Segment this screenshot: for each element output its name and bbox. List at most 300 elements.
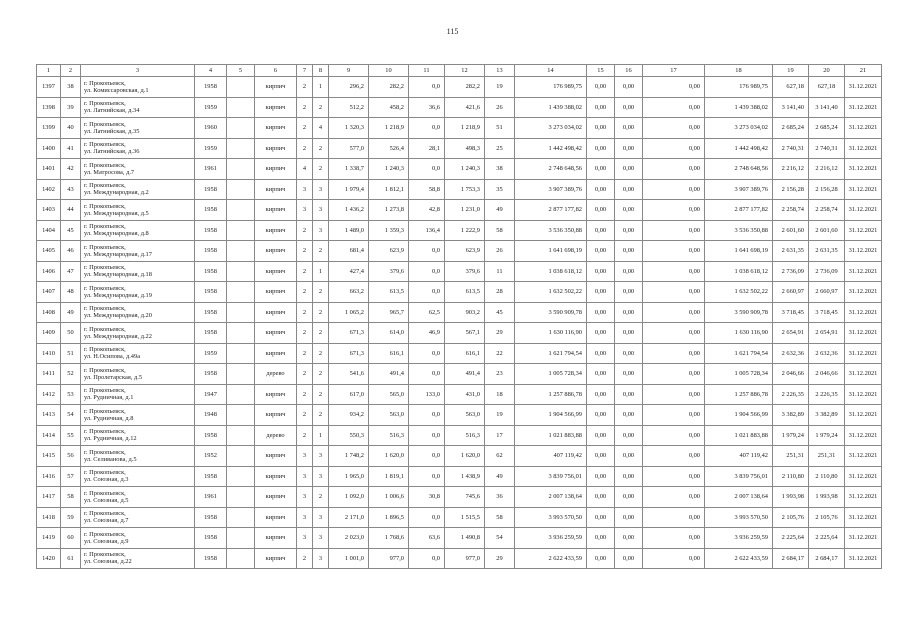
table-cell <box>313 118 329 139</box>
column-header: 13 <box>485 65 515 77</box>
table-cell <box>369 138 409 159</box>
table-row <box>37 323 882 344</box>
table-cell <box>445 138 485 159</box>
table-cell <box>643 200 705 221</box>
cell-text: 296,2 <box>349 83 364 91</box>
table-cell <box>81 548 195 569</box>
cell-text: кирпич <box>265 534 286 542</box>
cell-text: 0,00 <box>622 554 635 562</box>
address-street: ул. Союзная, д.22 <box>84 558 132 566</box>
cell-text: 1398 <box>42 103 55 111</box>
cell-text: 3 590 909,78 <box>548 308 582 316</box>
table-cell <box>227 97 255 118</box>
cell-text: 1959 <box>204 103 217 111</box>
cell-text: 1 065,2 <box>344 308 364 316</box>
cell-text: 1418 <box>42 513 55 521</box>
cell-text: 0,00 <box>688 144 700 152</box>
table-cell <box>255 425 297 446</box>
cell-text: кирпич <box>265 390 286 398</box>
table-row <box>37 405 882 426</box>
cell-text: 1403 <box>42 206 55 214</box>
table-cell <box>227 364 255 385</box>
table-cell <box>409 364 445 385</box>
table-cell <box>615 261 643 282</box>
table-cell <box>705 159 773 180</box>
table-cell <box>81 528 195 549</box>
table-cell <box>409 446 445 467</box>
cell-text: 60 <box>67 534 74 542</box>
table-row <box>37 241 882 262</box>
cell-text: 48 <box>67 288 74 296</box>
table-cell <box>61 507 81 528</box>
cell-text: 0,00 <box>622 452 635 460</box>
table-cell <box>227 446 255 467</box>
table-cell <box>37 364 61 385</box>
cell-text: 0,00 <box>594 513 607 521</box>
table-cell <box>369 507 409 528</box>
table-cell <box>329 323 369 344</box>
table-cell <box>313 220 329 241</box>
table-cell <box>37 138 61 159</box>
table-cell <box>515 97 587 118</box>
table-cell <box>515 487 587 508</box>
table-cell <box>227 159 255 180</box>
address-street: ул. Международная, д.19 <box>84 291 152 299</box>
table-cell <box>845 220 882 241</box>
cell-text: 0,0 <box>432 247 440 255</box>
table-cell <box>587 466 615 487</box>
table-cell <box>587 323 615 344</box>
cell-text: 49 <box>496 206 503 214</box>
table-cell <box>297 138 313 159</box>
table-cell <box>297 487 313 508</box>
cell-text: 0,00 <box>594 452 607 460</box>
cell-text: 2 <box>318 329 323 337</box>
table-cell <box>705 343 773 364</box>
cell-text: 1 092,0 <box>344 493 364 501</box>
table-cell <box>409 528 445 549</box>
table-cell <box>809 405 845 426</box>
cell-text: кирпич <box>265 206 286 214</box>
cell-text: 0,00 <box>688 554 700 562</box>
table-cell <box>37 118 61 139</box>
table-cell <box>587 138 615 159</box>
table-cell <box>195 487 227 508</box>
address-street: ул. Комиссаровская, д.1 <box>84 86 149 94</box>
cell-text: 0,00 <box>622 288 635 296</box>
cell-text: 0,00 <box>594 267 607 275</box>
table-cell <box>515 302 587 323</box>
cell-text: кирпич <box>265 144 286 152</box>
cell-text: 42 <box>67 165 74 173</box>
table-cell <box>297 77 313 98</box>
cell-text: 0,00 <box>688 226 700 234</box>
cell-text: 0,00 <box>622 247 635 255</box>
cell-text: дерево <box>266 431 285 439</box>
table-cell <box>845 466 882 487</box>
cell-text: 58 <box>67 493 74 501</box>
table-cell <box>409 159 445 180</box>
table-cell <box>515 425 587 446</box>
table-cell <box>587 405 615 426</box>
column-header: 2 <box>61 65 81 77</box>
address-city: г. Прокопьевск, <box>84 264 126 272</box>
table-cell <box>61 405 81 426</box>
table-cell <box>773 159 809 180</box>
cell-text: 1 812,1 <box>384 185 404 193</box>
table-cell <box>227 323 255 344</box>
table-cell <box>329 138 369 159</box>
table-row <box>37 528 882 549</box>
column-header: 15 <box>587 65 615 77</box>
cell-text: 31.12.2021 <box>848 452 878 460</box>
cell-text: 0,00 <box>622 329 635 337</box>
cell-text: 49 <box>67 308 74 316</box>
cell-text: 1 768,6 <box>384 534 404 542</box>
table-cell <box>705 179 773 200</box>
cell-text: 0,0 <box>432 83 440 91</box>
cell-text: 40 <box>67 124 74 132</box>
table-cell <box>615 323 643 344</box>
cell-text: 251,31 <box>786 452 804 460</box>
table-cell <box>587 118 615 139</box>
address-city: г. Прокопьевск, <box>84 407 126 415</box>
cell-text: 541,6 <box>349 370 364 378</box>
cell-text: 1416 <box>42 472 55 480</box>
table-cell <box>587 77 615 98</box>
table-cell <box>615 487 643 508</box>
cell-text: 35 <box>496 185 503 193</box>
table-cell <box>37 425 61 446</box>
table-cell <box>485 446 515 467</box>
cell-text: 0,00 <box>594 165 607 173</box>
cell-text: 0,00 <box>622 513 635 521</box>
cell-text: 0,00 <box>594 247 607 255</box>
table-cell <box>313 548 329 569</box>
cell-text: 1959 <box>204 144 217 152</box>
cell-text: 26 <box>496 103 503 111</box>
table-row <box>37 425 882 446</box>
cell-text: 623,9 <box>389 247 404 255</box>
cell-text: 745,6 <box>465 493 480 501</box>
table-cell <box>445 97 485 118</box>
table-cell <box>705 118 773 139</box>
table-cell <box>587 487 615 508</box>
table-cell <box>587 446 615 467</box>
cell-text: 62 <box>496 452 503 460</box>
address-city: г. Прокопьевск, <box>84 530 126 538</box>
cell-text: кирпич <box>265 554 286 562</box>
table-cell <box>313 200 329 221</box>
table-cell <box>369 220 409 241</box>
cell-text: 1958 <box>204 431 217 439</box>
table-cell <box>409 405 445 426</box>
table-cell <box>845 425 882 446</box>
table-cell <box>409 302 445 323</box>
table-cell <box>643 405 705 426</box>
table-row <box>37 466 882 487</box>
cell-text: 2 <box>302 267 307 275</box>
table-cell <box>297 323 313 344</box>
cell-text: 2 <box>302 308 307 316</box>
table-row <box>37 220 882 241</box>
cell-text: 36 <box>496 493 503 501</box>
table-cell <box>845 507 882 528</box>
cell-text: 1420 <box>42 554 55 562</box>
table-cell <box>643 384 705 405</box>
table-cell <box>809 528 845 549</box>
cell-text: 2 632,36 <box>781 349 804 357</box>
table-cell <box>61 323 81 344</box>
cell-text: 31.12.2021 <box>848 534 878 542</box>
table-cell <box>615 220 643 241</box>
cell-text: кирпич <box>265 226 286 234</box>
cell-text: 498,3 <box>465 144 480 152</box>
table-cell <box>485 261 515 282</box>
table-cell <box>255 446 297 467</box>
cell-text: 25 <box>496 144 503 152</box>
table-cell <box>615 179 643 200</box>
cell-text: 2 684,17 <box>815 554 838 562</box>
cell-text: 1 436,2 <box>344 206 364 214</box>
cell-text: 0,00 <box>622 206 635 214</box>
table-cell <box>313 466 329 487</box>
table-cell <box>409 466 445 487</box>
table-cell <box>773 507 809 528</box>
table-cell <box>227 138 255 159</box>
cell-text: 1 753,3 <box>460 185 480 193</box>
cell-text: 1 630 116,90 <box>548 329 582 337</box>
table-cell <box>195 159 227 180</box>
cell-text: 2 622 433,59 <box>734 554 768 562</box>
cell-text: 0,0 <box>432 370 440 378</box>
cell-text: 0,00 <box>594 431 607 439</box>
table-cell <box>485 364 515 385</box>
address-city: г. Прокопьевск, <box>84 100 126 108</box>
cell-text: 49 <box>496 472 503 480</box>
cell-text: 0,00 <box>622 83 635 91</box>
table-cell <box>515 466 587 487</box>
table-cell <box>297 364 313 385</box>
cell-text: 2 <box>318 349 323 357</box>
cell-text: 3 839 756,01 <box>548 472 582 480</box>
cell-text: 2 654,91 <box>781 329 804 337</box>
cell-text: 0,00 <box>594 349 607 357</box>
table-cell <box>227 241 255 262</box>
cell-text: 19 <box>496 411 503 419</box>
cell-text: 1399 <box>42 124 55 132</box>
cell-text: 1 218,9 <box>384 124 404 132</box>
table-cell <box>705 548 773 569</box>
table-cell <box>61 528 81 549</box>
cell-text: 3 936 259,59 <box>734 534 768 542</box>
cell-text: 0,0 <box>432 554 440 562</box>
table-cell <box>369 282 409 303</box>
table-cell <box>195 466 227 487</box>
cell-text: 3 <box>318 534 323 542</box>
table-cell <box>255 364 297 385</box>
table-cell <box>369 77 409 98</box>
cell-text: 0,0 <box>432 349 440 357</box>
table-cell <box>329 97 369 118</box>
cell-text: 1 006,6 <box>384 493 404 501</box>
cell-text: 31.12.2021 <box>848 554 878 562</box>
table-cell <box>409 179 445 200</box>
table-cell <box>255 487 297 508</box>
cell-text: 1417 <box>42 493 55 501</box>
cell-text: кирпич <box>265 493 286 501</box>
table-cell <box>845 179 882 200</box>
cell-text: 28 <box>496 288 503 296</box>
cell-text: 2 <box>302 554 307 562</box>
cell-text: 2 <box>302 411 307 419</box>
address-street: ул. Н.Осипова, д.49а <box>84 353 141 361</box>
table-cell <box>809 179 845 200</box>
cell-text: 2 171,0 <box>344 513 364 521</box>
table-cell <box>485 220 515 241</box>
table-cell <box>297 241 313 262</box>
table-cell <box>313 343 329 364</box>
table-cell <box>81 343 195 364</box>
cell-text: 0,00 <box>688 349 700 357</box>
table-cell <box>313 302 329 323</box>
cell-text: 0,00 <box>594 554 607 562</box>
table-cell <box>195 241 227 262</box>
cell-text: 3 <box>302 472 307 480</box>
table-cell <box>37 405 61 426</box>
table-cell <box>615 425 643 446</box>
table-cell <box>643 261 705 282</box>
table-cell <box>297 282 313 303</box>
cell-text: 0,00 <box>594 534 607 542</box>
housing-table <box>36 64 882 569</box>
table-cell <box>61 384 81 405</box>
cell-text: 2 660,97 <box>815 288 838 296</box>
table-cell <box>329 487 369 508</box>
cell-text: 407 119,42 <box>739 452 768 460</box>
table-cell <box>845 384 882 405</box>
table-cell <box>809 384 845 405</box>
table-cell <box>409 241 445 262</box>
table-cell <box>195 302 227 323</box>
cell-text: 63,6 <box>428 534 440 542</box>
table-body <box>37 77 882 569</box>
address-street: ул. Латнийская, д.35 <box>84 127 140 135</box>
table-cell <box>297 425 313 446</box>
cell-text: 50 <box>67 329 74 337</box>
table-cell <box>587 548 615 569</box>
cell-text: 3 839 756,01 <box>734 472 768 480</box>
cell-text: 31.12.2021 <box>848 431 878 439</box>
table-cell <box>587 528 615 549</box>
table-cell <box>81 220 195 241</box>
cell-text: 2 740,31 <box>815 144 838 152</box>
table-cell <box>445 159 485 180</box>
address-city: г. Прокопьевск, <box>84 243 126 251</box>
cell-text: 31.12.2021 <box>848 308 878 316</box>
address-street: ул. Матросова, д.7 <box>84 168 135 176</box>
table-cell <box>809 261 845 282</box>
cell-text: 0,00 <box>594 493 607 501</box>
cell-text: 1408 <box>42 308 55 316</box>
cell-text: 3 907 389,76 <box>734 185 768 193</box>
cell-text: 526,4 <box>389 144 404 152</box>
cell-text: 0,0 <box>432 288 440 296</box>
cell-text: 3 993 570,50 <box>548 513 582 521</box>
table-cell <box>329 364 369 385</box>
table-cell <box>255 405 297 426</box>
cell-text: 56 <box>67 452 74 460</box>
table-cell <box>809 118 845 139</box>
cell-text: 1 632 502,22 <box>734 288 768 296</box>
table-cell <box>195 528 227 549</box>
cell-text: 1 438,9 <box>460 472 480 480</box>
column-header: 19 <box>773 65 809 77</box>
table-cell <box>81 77 195 98</box>
table-cell <box>587 425 615 446</box>
table-cell <box>61 97 81 118</box>
cell-text: кирпич <box>265 267 286 275</box>
cell-text: 3 <box>318 226 323 234</box>
table-cell <box>195 405 227 426</box>
table-cell <box>369 446 409 467</box>
table-cell <box>705 282 773 303</box>
table-row <box>37 446 882 467</box>
cell-text: 46 <box>67 247 74 255</box>
table-cell <box>485 118 515 139</box>
table-cell <box>255 302 297 323</box>
cell-text: 613,5 <box>389 288 404 296</box>
cell-text: 0,00 <box>688 124 700 132</box>
table-cell <box>255 466 297 487</box>
cell-text: 614,0 <box>389 329 404 337</box>
cell-text: 3 718,45 <box>781 308 804 316</box>
cell-text: 1958 <box>204 329 217 337</box>
table-cell <box>227 261 255 282</box>
table-cell <box>61 261 81 282</box>
column-header: 7 <box>297 65 313 77</box>
table-cell <box>409 220 445 241</box>
cell-text: 3 936 259,59 <box>548 534 582 542</box>
address-city: г. Прокопьевск, <box>84 366 126 374</box>
table-cell <box>61 77 81 98</box>
cell-text: 1 <box>318 83 323 91</box>
cell-text: 2 110,80 <box>815 472 838 480</box>
cell-text: 1 896,5 <box>384 513 404 521</box>
cell-text: 1 641 698,19 <box>548 247 582 255</box>
table-cell <box>615 405 643 426</box>
cell-text: 1 038 618,12 <box>734 267 768 275</box>
cell-text: 2 736,09 <box>815 267 838 275</box>
cell-text: 57 <box>67 472 74 480</box>
cell-text: 38 <box>496 165 503 173</box>
address-city: г. Прокопьевск, <box>84 202 126 210</box>
table-cell <box>615 77 643 98</box>
table-cell <box>81 425 195 446</box>
cell-text: 3 536 350,88 <box>734 226 768 234</box>
table-cell <box>485 548 515 569</box>
table-cell <box>773 241 809 262</box>
address-street: ул. Селивановa, д.5 <box>84 455 137 463</box>
table-cell <box>61 425 81 446</box>
cell-text: 2 <box>302 83 307 91</box>
table-cell <box>37 466 61 487</box>
cell-text: 1 979,24 <box>781 431 804 439</box>
table-cell <box>515 159 587 180</box>
table-cell <box>515 323 587 344</box>
cell-text: 176 989,75 <box>553 83 582 91</box>
table-cell <box>485 466 515 487</box>
